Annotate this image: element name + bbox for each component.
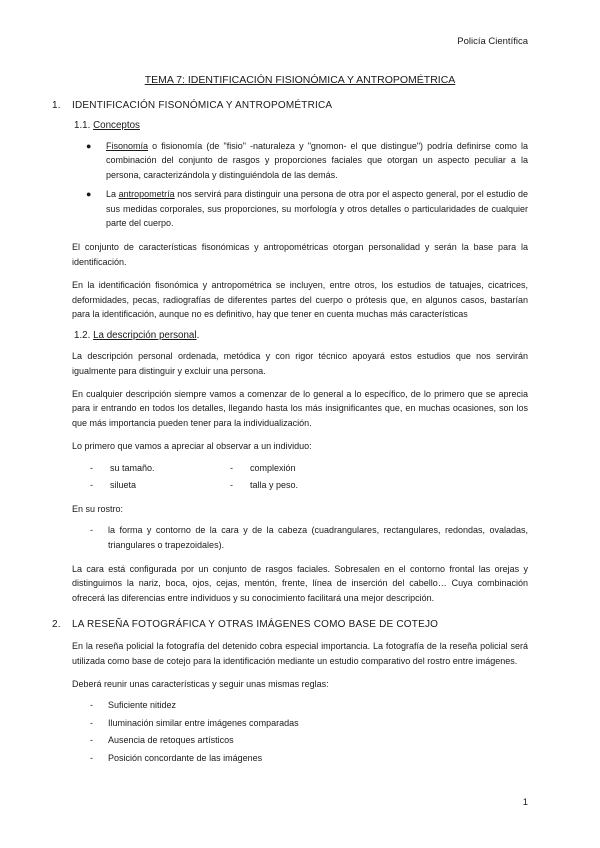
list-item: - Iluminación similar entre imágenes comparadas: [108, 716, 528, 730]
document-title: [72, 74, 528, 86]
page-content: [0, 74, 600, 775]
section-1-heading: [52, 100, 528, 111]
dash-icon: -: [90, 735, 93, 746]
subsection-1-2-number: 1.2.: [74, 330, 94, 342]
dash-icon: -: [90, 752, 93, 763]
subsection-1-2-suffix: .: [196, 330, 200, 342]
paragraph: En cualquier descripción siempre vamos a comenzar de lo general a lo específico, de lo primero que se aprecia para ir entrando en todos los detalles, llegando hasta los más insignificantes que, en muchas ocasiones, son los que más importancia pueden tener para la individualización.: [72, 389, 528, 428]
list-item: - su tamaño.: [90, 460, 230, 477]
title-main: IDENTIFICACIÓN FISIONÓMICA Y ANTROPOMÉTRICA: [187, 74, 456, 86]
section-2-heading: [52, 619, 528, 630]
term: antropometría: [118, 189, 175, 200]
face-list: [72, 523, 528, 552]
list-item: - complexión: [230, 460, 410, 477]
section-2-number: 2.: [52, 619, 61, 631]
list-item: - Suficiente nitidez: [108, 698, 528, 712]
dash-icon: -: [90, 462, 93, 473]
list-item: [86, 187, 529, 230]
subsection-1-1-heading: [74, 120, 528, 131]
term: Fisonomía: [106, 141, 149, 151]
dash-icon: -: [230, 462, 233, 473]
section-1-title: IDENTIFICACIÓN FISONÓMICA Y ANTROPOMÉTRICA: [72, 100, 333, 111]
paragraph: En la reseña policial la fotografía del detenido cobra especial importancia. La fotografía de la reseña policial será utilizada como base de cotejo para la identificación mediante un estudio comparativo del rostro entre imágenes.: [72, 641, 528, 666]
paragraph: En su rostro:: [72, 503, 124, 514]
dash-icon: -: [90, 479, 93, 490]
subsection-1-2-heading: [74, 330, 528, 341]
title-prefix: TEMA 7:: [144, 74, 188, 86]
list-item: - la forma y contorno de la cara y de la cabeza (cuadrangulares, rectangulares, redondas, ovaladas, triangulares o trapezoidales).: [90, 525, 528, 550]
list-item: - Posición concordante de las imágenes: [108, 751, 528, 765]
section-1-number: 1.: [52, 100, 61, 111]
subsection-1-2-title: La descripción personal: [93, 330, 197, 342]
definition: nos servirá para distinguir una persona de otra por el aspecto general, por el estudio de sus medidas corporales, sus proporciones, su morfología y otros detalles o particularidades de cualquier parte del cuerpo.: [106, 189, 529, 228]
subsection-1-1-number: 1.1.: [74, 120, 94, 131]
paragraph: La cara está configurada por un conjunto de rasgos faciales. Sobresalen en el contorno frontal las orejas y distinguimos la nariz, boca, ojos, cejas, mentón, frente, línea de inserción del cabello… Cuya combinación ofrecerá las diferencias entre individuos y su conocimiento facilitará una mejor descripción.: [72, 564, 528, 603]
definition-prefix: La: [106, 189, 119, 200]
paragraph: Deberá reunir unas características y seguir unas mismas reglas:: [72, 678, 329, 689]
list-item: - talla y peso.: [230, 477, 410, 494]
dash-icon: -: [90, 717, 93, 728]
rules-list: [72, 698, 528, 765]
definition: o fisionomía (de "fisio" -naturaleza y "gnomon- el que distingue") podría definirse como la combinación del conjunto de rasgos y proporciones faciales que otorgan un aspecto peculiar a la persona, caracterizándola y distinguiéndola de las demás.: [106, 141, 528, 180]
dash-icon: -: [90, 525, 93, 536]
paragraph: Lo primero que vamos a apreciar al observar a un individuo:: [72, 441, 312, 452]
section-2-title: LA RESEÑA FOTOGRÁFICA Y OTRAS IMÁGENES COMO BASE DE COTEJO: [72, 619, 439, 631]
list-item: - silueta: [90, 477, 230, 494]
bullet-icon: ●: [86, 189, 92, 200]
list-item: [86, 139, 528, 182]
dash-icon: -: [230, 479, 233, 490]
dash-icon: -: [90, 700, 93, 711]
list-item: - Ausencia de retoques artísticos: [108, 733, 528, 747]
paragraph: En la identificación fisonómica y antropométrica se incluyen, entre otros, los estudios de tatuajes, cicatrices, deformidades, pecas, radiografías de diferentes partes del cuerpo o prótesis que, en algunos casos, bastarían para la identificación, aunque no es definitivo, hay que tener en cuenta muchas más características: [72, 280, 528, 319]
concepts-list: [72, 139, 528, 230]
paragraph: El conjunto de características fisonómicas y antropométricas otorgan personalidad y serán la base para la identificación.: [72, 242, 528, 267]
subsection-1-1-title: Conceptos: [93, 120, 140, 131]
page-number: 1: [522, 797, 528, 808]
paragraph: La descripción personal ordenada, metódica y con rigor técnico apoyará estos estudios que nos servirán igualmente para distinguir y excluir una persona.: [72, 351, 528, 376]
bullet-icon: ●: [86, 141, 92, 151]
observation-list: [90, 460, 528, 494]
running-header: Policía Científica: [457, 36, 528, 47]
